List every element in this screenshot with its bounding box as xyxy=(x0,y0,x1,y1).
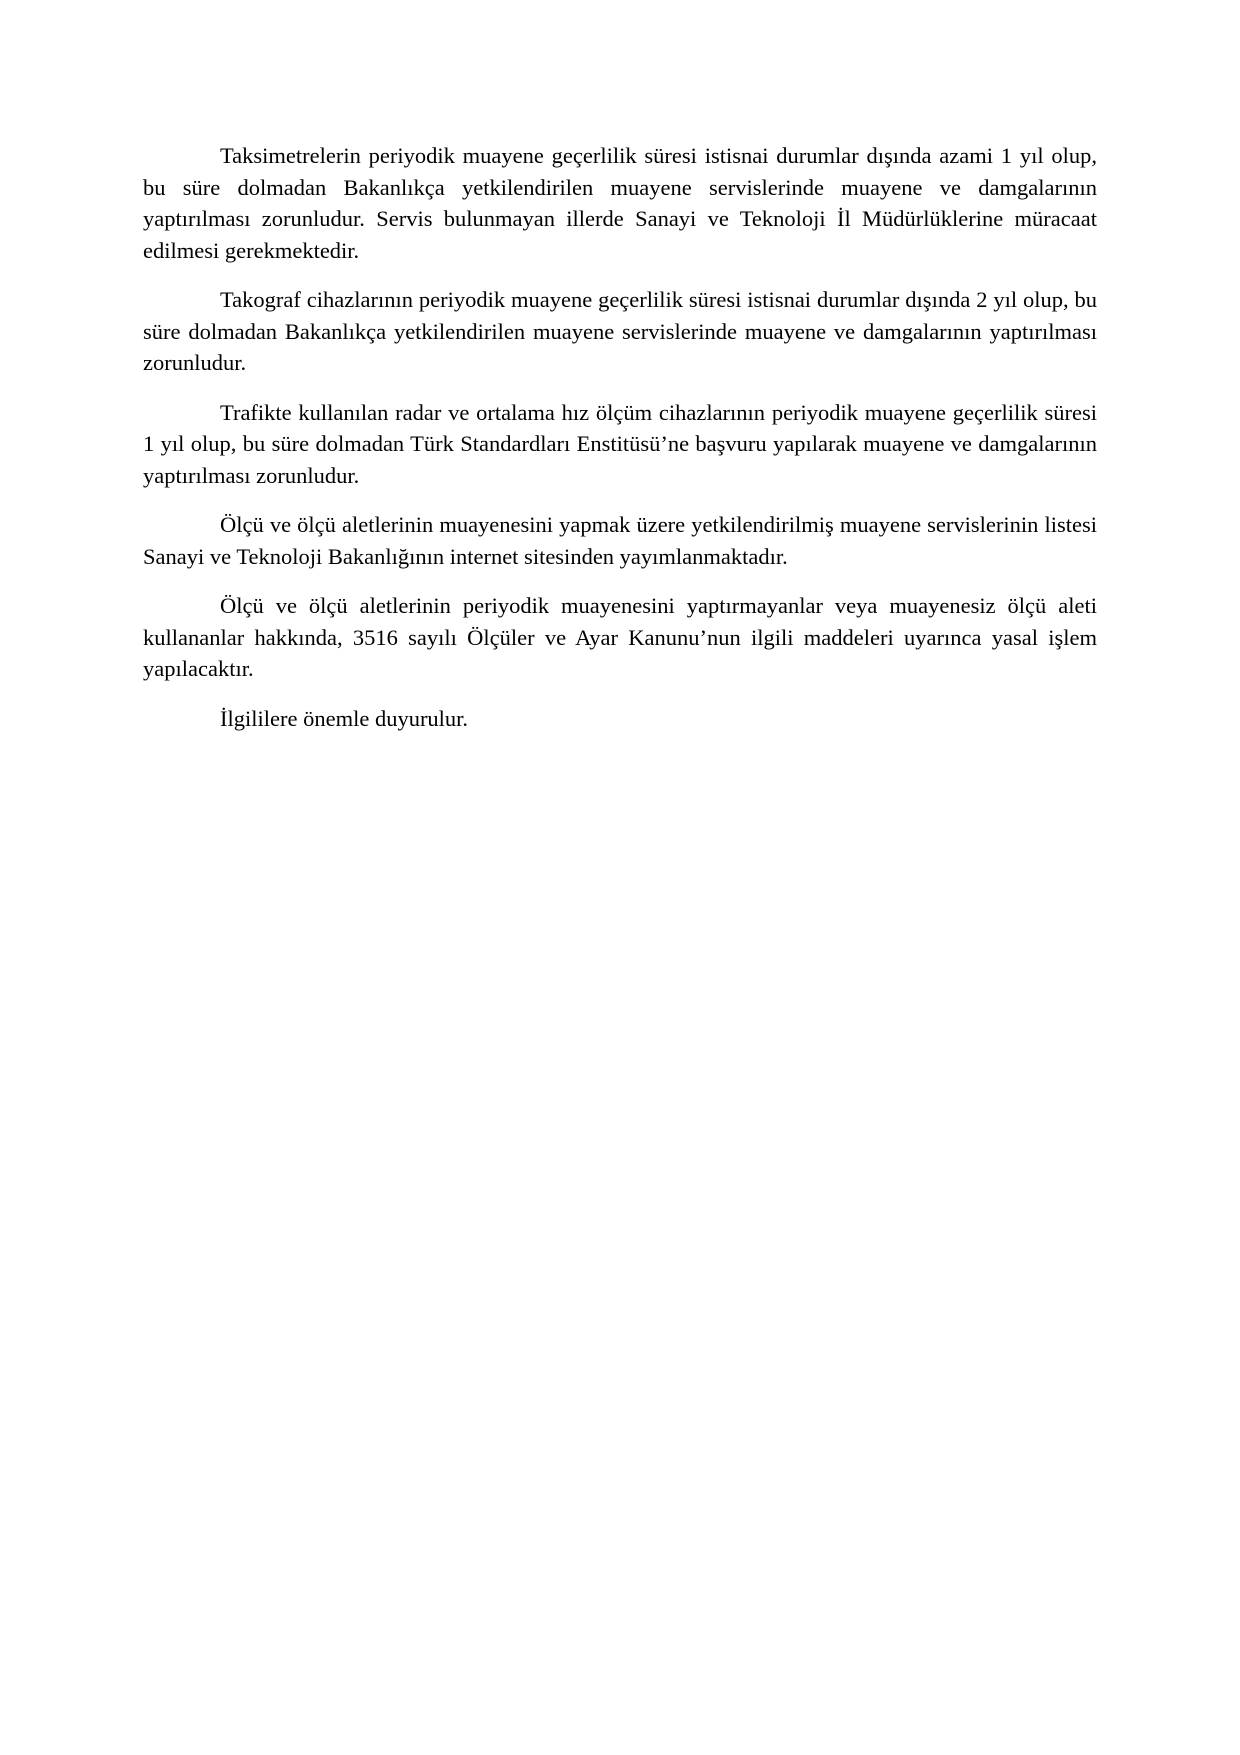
paragraph-servis-listesi: Ölçü ve ölçü aletlerinin muayenesini yapmak üzere yetkilendirilmiş muayene servislerinin listesi Sanayi ve Teknoloji Bakanlığının internet sitesinden yayımlanmaktadır. xyxy=(143,512,1097,569)
paragraph-duyuru: İlgililere önemle duyurulur. xyxy=(220,705,469,731)
paragraph-radar: Trafikte kullanılan radar ve ortalama hız ölçüm cihazlarının periyodik muayene geçerlilik süresi 1 yıl olup, bu süre dolmadan Türk Standardları Enstitüsü’ne başvuru yapılarak muayene ve damgalarının yaptırılması zorunludur. xyxy=(143,399,1097,488)
paragraph-taksimetre: Taksimetrelerin periyodik muayene geçerlilik süresi istisnai durumlar dışında azami 1 yıl olup, bu süre dolmadan Bakanlıkça yetkilendirilen muayene servislerinde muayene ve damgalarının yaptırılması zorunludur. Servis bulunmayan illerde Sanayi ve Teknoloji İl Müdürlüklerine müracaat edilmesi gerekmektedir. xyxy=(143,143,1097,263)
document-body xyxy=(143,140,1097,752)
paragraph-yasal-islem: Ölçü ve ölçü aletlerinin periyodik muayenesini yaptırmayanlar veya muayenesiz ölçü aleti kullananlar hakkında, 3516 sayılı Ölçüler ve Ayar Kanunu’nun ilgili maddeleri uyarınca yasal işlem yapılacaktır. xyxy=(143,593,1097,681)
paragraph-takograf: Takograf cihazlarının periyodik muayene geçerlilik süresi istisnai durumlar dışında 2 yıl olup, bu süre dolmadan Bakanlıkça yetkilendirilen muayene servislerinde muayene ve damgalarının yaptırılması zorunludur. xyxy=(143,287,1097,375)
